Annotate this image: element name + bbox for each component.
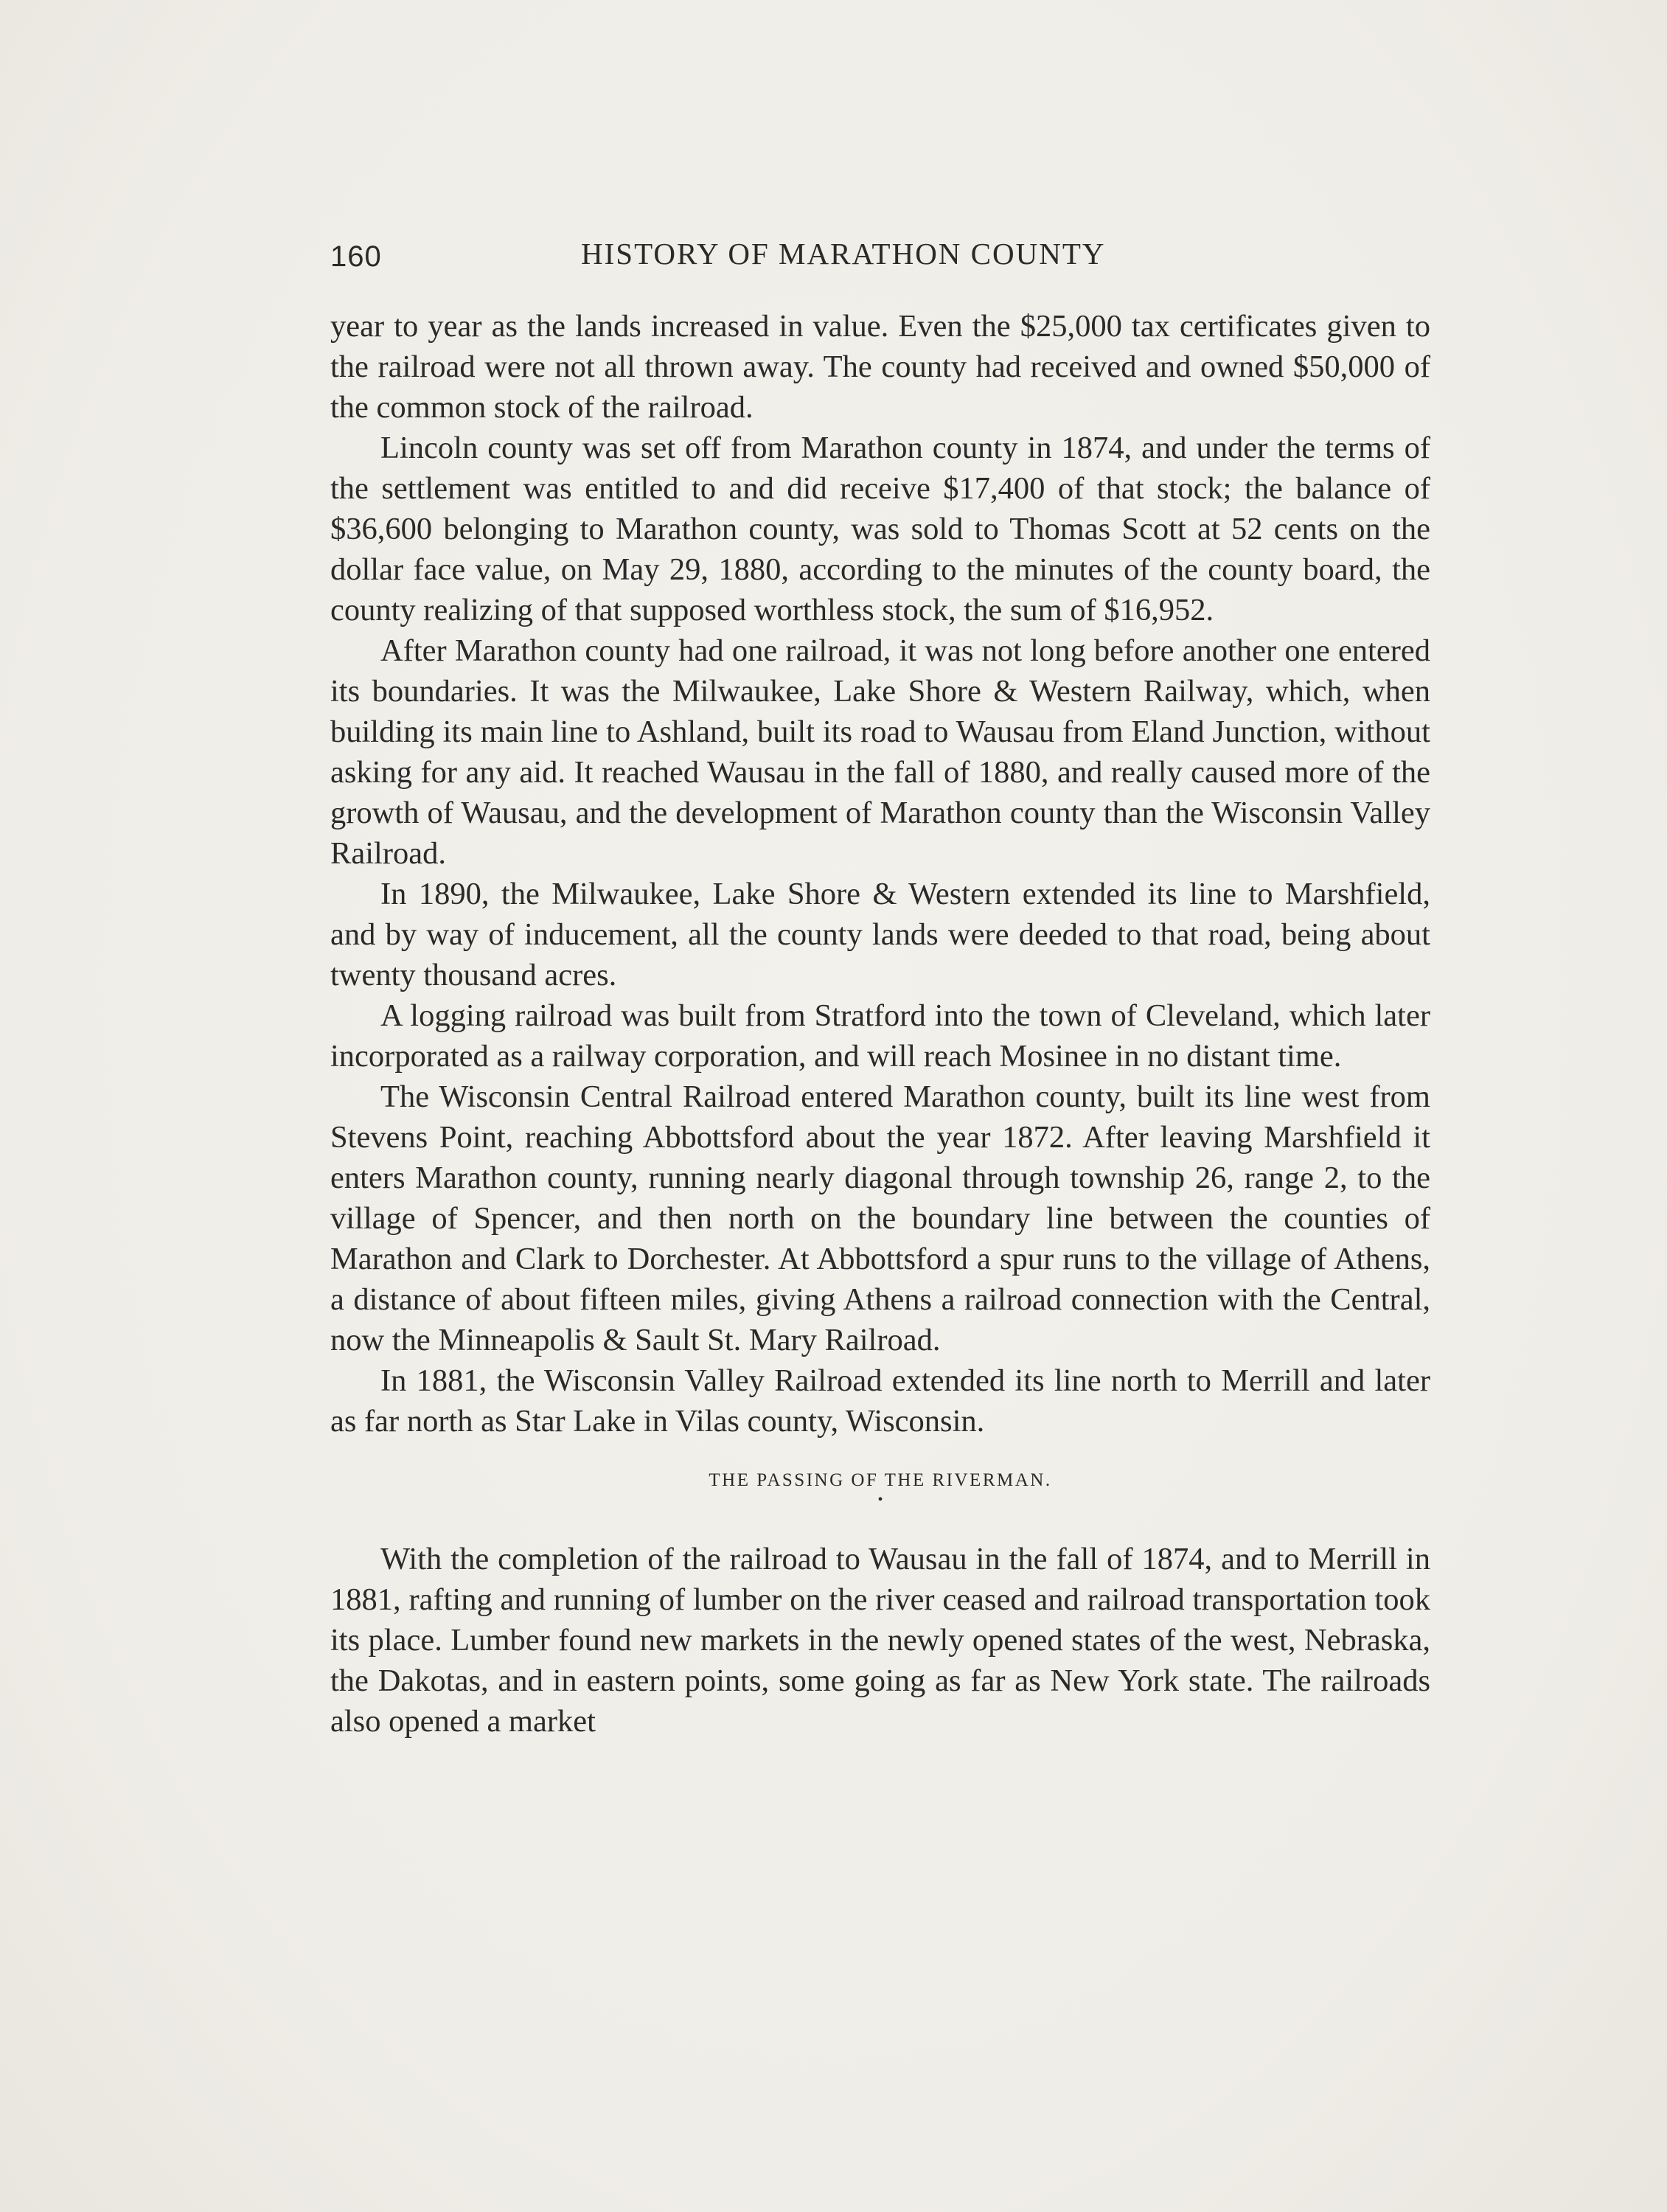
page-header bbox=[330, 234, 1430, 279]
paragraph: In 1890, the Milwaukee, Lake Shore & Western extended its line to Marshfield, and by way of inducement, all the county lands were deeded to that road, being about twenty thousand acres. bbox=[330, 877, 1430, 992]
paragraph: year to year as the lands increased in value. Even the $25,000 tax certificates given to the railroad were not all thrown away. The county had received and owned $50,000 of the common stock of the railroad. bbox=[330, 309, 1430, 425]
paragraph: A logging railroad was built from Stratford into the town of Cleveland, which later incorporated as a railway corporation, and will reach Mosinee in no distant time. bbox=[330, 998, 1430, 1074]
section-heading: THE PASSING OF THE RIVERMAN. bbox=[709, 1470, 1052, 1490]
running-title: HISTORY OF MARATHON COUNTY bbox=[581, 237, 1106, 271]
paragraph: After Marathon county had one railroad, it was not long before another one entered its boundaries. It was the Milwaukee, Lake Shore & Western Railway, which, when building its main line to Ashland, built its road to Wausau from Eland Junction, without asking for any aid. It reached Wausau in the fall of 1880, and really caused more of the growth of Wausau, and the development of Marathon county than the Wisconsin Valley Railroad. bbox=[330, 633, 1430, 871]
paragraph: Lincoln county was set off from Marathon county in 1874, and under the terms of the settlement was entitled to and did receive $17,400 of that stock; the balance of $36,600 belonging to Marathon county, was sold to Thomas Scott at 52 cents on the dollar face value, on May 29, 1880, according to the minutes of the county board, the county realizing of that supposed worthless stock, the sum of $16,952. bbox=[330, 431, 1430, 627]
paragraph: The Wisconsin Central Railroad entered Marathon county, built its line west from Stevens Point, reaching Abbottsford about the year 1872. After leaving Marshfield it enters Marathon county, running nearly diagonal through township 26, range 2, to the village of Spencer, and then north on the boundary line between the counties of Marathon and Clark to Dorchester. At Abbottsford a spur runs to the village of Athens, a distance of about fifteen miles, giving Athens a railroad connection with the Central, now the Minneapolis & Sault St. Mary Railroad. bbox=[330, 1079, 1430, 1357]
page-number: 160 bbox=[330, 240, 382, 273]
paragraph: With the completion of the railroad to Wausau in the fall of 1874, and to Merrill in 1881, rafting and running of lumber on the river ceased and railroad transportation took its place. Lumber found new markets in the newly opened states of the west, Nebraska, the Dakotas, and in eastern points, some going as far as New York state. The railroads also opened a market bbox=[330, 1542, 1430, 1739]
paragraph: In 1881, the Wisconsin Valley Railroad extended its line north to Merrill and later as far north as Star Lake in Vilas county, Wisconsin. bbox=[330, 1363, 1430, 1439]
heading-ornament: • bbox=[877, 1492, 883, 1508]
body-text bbox=[330, 306, 1430, 1742]
